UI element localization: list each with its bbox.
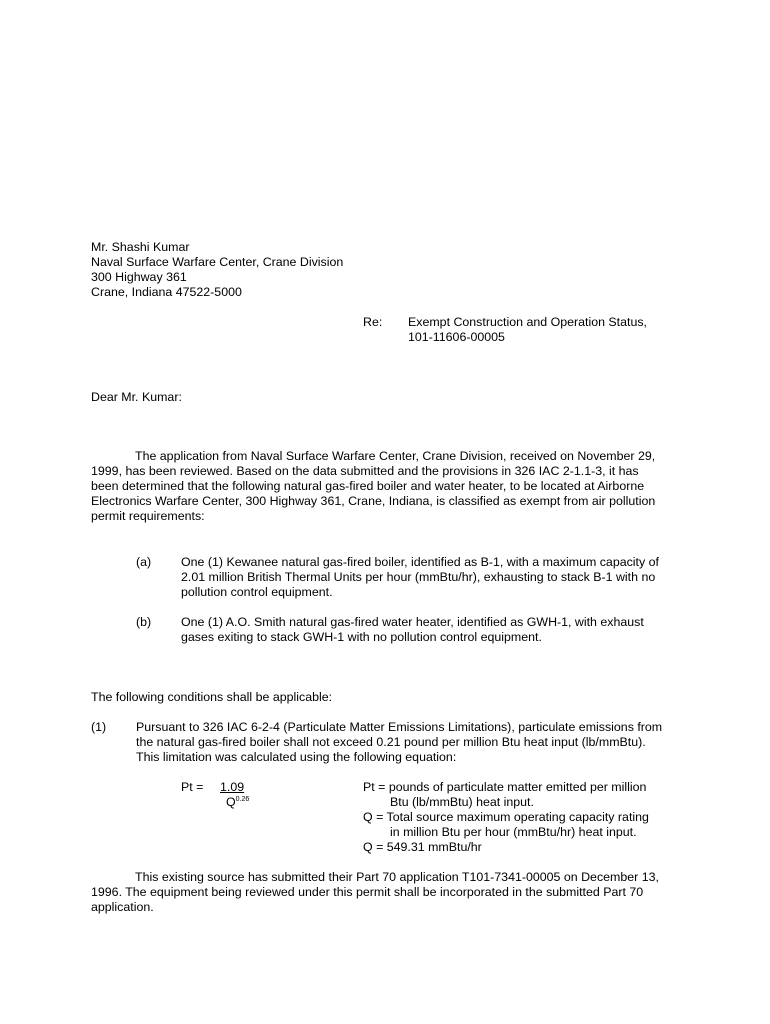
condition-line: the natural gas-fired boiler shall not exceed 0.21 pound per million Btu heat input (lb/mmBtu). <box>136 735 646 749</box>
equipment-line: 2.01 million British Thermal Units per hour (mmBtu/hr), exhausting to stack B-1 with no <box>181 570 656 584</box>
definition-line: in million Btu per hour (mmBtu/hr) heat input. <box>390 825 637 839</box>
intro-line: Electronics Warfare Center, 300 Highway 361, Crane, Indiana, is classified as exempt from air pollution <box>91 494 656 508</box>
definition-line: Q = Total source maximum operating capacity rating <box>363 810 649 824</box>
closing-line: 1996. The equipment being reviewed under this permit shall be incorporated in the submitted Part 70 <box>91 885 644 899</box>
equipment-b-label: (b) <box>136 615 152 629</box>
recipient-organization: Naval Surface Warfare Center, Crane Division <box>91 255 344 269</box>
intro-line: permit requirements: <box>91 509 205 523</box>
re-label: Re: <box>363 315 383 329</box>
intro-line: The application from Naval Surface Warfare Center, Crane Division, received on November 29, <box>135 449 656 463</box>
intro-paragraph <box>91 449 691 524</box>
conditions-heading: The following conditions shall be applicable: <box>91 690 333 704</box>
equipment-a-text <box>181 555 659 600</box>
equipment-line: pollution control equipment. <box>181 585 333 599</box>
equation-exponent: 0.26 <box>235 796 250 803</box>
recipient-address <box>91 240 343 300</box>
definition-line: Pt = pounds of particulate matter emitted per million <box>363 780 647 794</box>
recipient-name: Mr. Shashi Kumar <box>91 240 190 254</box>
condition-1-text <box>136 720 662 765</box>
definition-line: Btu (lb/mmBtu) heat input. <box>390 795 534 809</box>
definition-line: Q = 549.31 mmBtu/hr <box>363 840 482 854</box>
equation-lhs: Pt = <box>181 780 204 794</box>
equation-numerator: 1.09 <box>220 780 245 794</box>
re-subject-line-1: Exempt Construction and Operation Status, <box>408 315 647 329</box>
equipment-line: One (1) Kewanee natural gas-fired boiler, identified as B-1, with a maximum capacity of <box>181 555 659 569</box>
condition-line: Pursuant to 326 IAC 6-2-4 (Particulate Matter Emissions Limitations), particulate emissions from <box>136 720 663 734</box>
equation-definitions <box>363 780 649 855</box>
equation-denominator <box>226 795 249 810</box>
equipment-line: gases exiting to stack GWH-1 with no pollution control equipment. <box>181 630 542 644</box>
intro-line: 1999, has been reviewed. Based on the data submitted and the provisions in 326 IAC 2-1.1-3, it has <box>91 464 639 478</box>
closing-line: application. <box>91 900 154 914</box>
salutation: Dear Mr. Kumar: <box>91 390 182 404</box>
equipment-b-text <box>181 615 644 645</box>
equipment-a-label: (a) <box>136 555 152 569</box>
condition-1-label: (1) <box>91 720 107 734</box>
re-subject-line-2: 101-11606-00005 <box>408 330 505 344</box>
closing-line: This existing source has submitted their Part 70 application T101-7341-00005 on December 13, <box>135 870 659 884</box>
condition-line: This limitation was calculated using the following equation: <box>136 750 457 764</box>
equation-denominator-base: Q <box>226 795 236 809</box>
intro-line: been determined that the following natural gas-fired boiler and water heater, to be located at Airborne <box>91 479 645 493</box>
closing-paragraph <box>91 870 691 915</box>
recipient-city: Crane, Indiana 47522-5000 <box>91 285 242 299</box>
equipment-line: One (1) A.O. Smith natural gas-fired water heater, identified as GWH-1, with exhaust <box>181 615 644 629</box>
re-subject <box>408 315 647 345</box>
recipient-street: 300 Highway 361 <box>91 270 187 284</box>
